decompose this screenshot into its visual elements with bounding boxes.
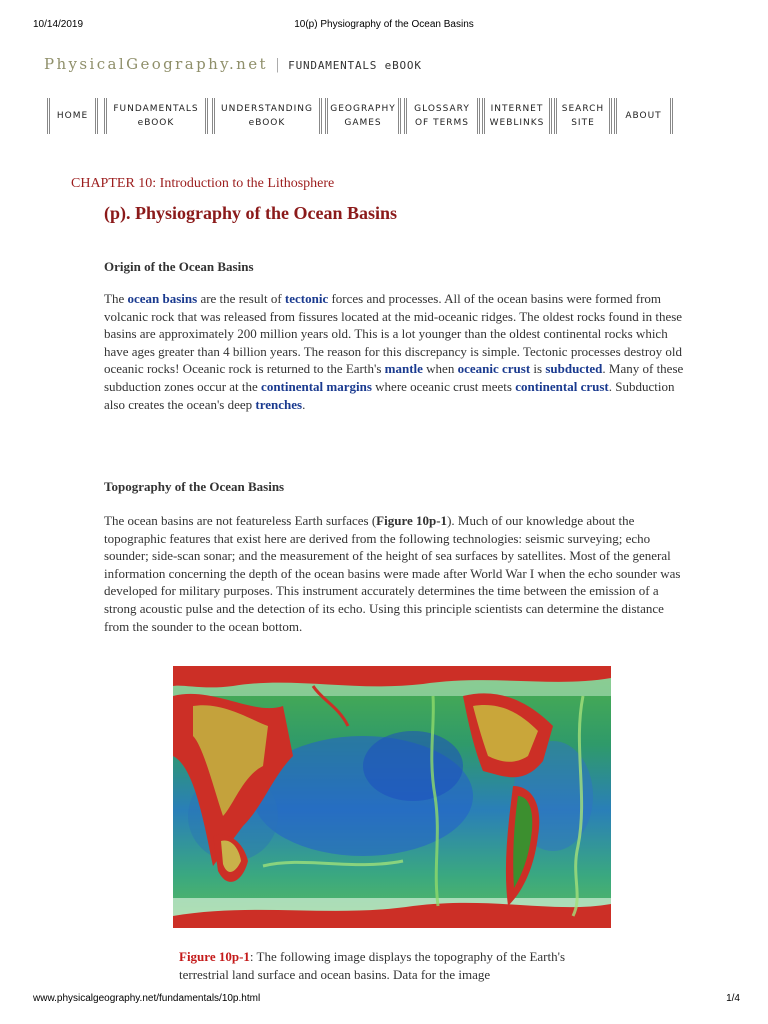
text: when (422, 361, 458, 377)
figure-caption (179, 948, 599, 984)
print-page-number: 1/4 (726, 993, 740, 1004)
figure-reference-link[interactable]: Figure 10p-1 (376, 513, 448, 528)
nav-internet-weblinks[interactable] (482, 98, 552, 134)
print-url: www.physicalgeography.net/fundamentals/10p.html (33, 993, 261, 1004)
nav-understanding-line2: eBOOK (248, 118, 286, 128)
figure-label: Figure 10p-1 (179, 949, 250, 964)
section-heading-topography: Topography of the Ocean Basins (104, 479, 285, 494)
nav-glossary[interactable] (404, 98, 480, 134)
nav-search-line2: SITE (571, 118, 595, 128)
nav-glossary-line1: GLOSSARY (414, 104, 470, 114)
main-nav (47, 98, 675, 134)
text: The (104, 291, 128, 306)
site-logo-link[interactable]: PhysicalGeography.net (44, 55, 268, 73)
nav-glossary-line2: OF TERMS (414, 118, 470, 128)
nav-fundamentals-line1: FUNDAMENTALS (113, 104, 199, 114)
link-tectonic[interactable]: tectonic (284, 291, 329, 306)
nav-glossary-label (414, 102, 470, 130)
nav-understanding-line1: UNDERSTANDING (221, 104, 313, 114)
nav-games-line1: GEOGRAPHY (330, 104, 396, 114)
nav-fundamentals-label (113, 102, 198, 130)
nav-fundamentals-ebook[interactable] (104, 98, 208, 134)
link-subducted[interactable]: subducted (545, 361, 603, 377)
topography-map (173, 666, 611, 928)
link-continental-margins[interactable]: continental margins (261, 378, 372, 394)
print-title: 10(p) Physiography of the Ocean Basins (294, 19, 474, 30)
ebook-label: FUNDAMENTALS eBOOK (288, 59, 422, 72)
print-date: 10/14/2019 (33, 19, 84, 30)
text: The ocean basins are not featureless Earth surfaces ( (104, 513, 377, 528)
nav-games-line2: GAMES (344, 118, 382, 128)
page-title: (p). Physiography of the Ocean Basins (104, 203, 398, 223)
nav-understanding-label (221, 102, 313, 130)
print-header (0, 0, 768, 30)
nav-games-label (330, 102, 395, 130)
nav-search-site[interactable] (554, 98, 612, 134)
link-mantle[interactable]: mantle (384, 361, 423, 377)
nav-home-label: HOME (56, 111, 89, 121)
text: where oceanic crust meets (371, 378, 516, 394)
nav-about-label: ABOUT (625, 111, 662, 121)
figure-caption-text: : The following image displays the topography of the Earth's terrestrial land surface and ocean basins. Data for the image (179, 949, 566, 982)
site-brand (44, 55, 422, 75)
text: is (530, 361, 546, 377)
nav-fundamentals-line2: eBOOK (137, 118, 175, 128)
nav-home[interactable] (47, 98, 98, 134)
brand-separator: | (275, 56, 280, 73)
nav-weblinks-line2: WEBLINKS (489, 118, 545, 128)
ocean-topography-map-image (173, 666, 611, 928)
paragraph-origin (104, 290, 684, 413)
nav-weblinks-label (490, 102, 545, 130)
link-oceanic-crust[interactable]: oceanic crust (457, 361, 531, 377)
text: . Many of these subduction zones occur at the (104, 361, 684, 394)
text: . Subduction also creates the ocean's deep (104, 378, 675, 412)
text: forces and processes. All of the ocean basins were formed from volcanic rock that was released from fissures located at the mid-oceanic ridges. The oldest rocks found in these basins are approximately 200 million years old. This is a lot younger than the oldest continental rocks which have ages greater than 4 billion years. The reason for this discrepancy is simple. Tectonic processes destroy old oceanic rocks! Oceanic rock is returned to the Earth's (104, 291, 683, 377)
section-heading-origin: Origin of the Ocean Basins (104, 259, 254, 274)
paragraph-topography (104, 512, 684, 635)
text: . (302, 396, 306, 412)
nav-weblinks-line1: INTERNET (490, 104, 544, 114)
nav-search-line1: SEARCH (561, 104, 605, 114)
text: ). Much of our knowledge about the topographic features that exist here are derived from the following technologies: seismic surveying; echo sounder; side-scan sonar; and the measurement of the height of sea surfaces by satellites. Most of the general information concerning the depth of the ocean basins were made after World War I when the echo sounder was developed for military purposes. This instrument accurately determines the time between the emission of a strong acoustic pulse and the detection of its echo. Using this principle scientists can determine the distance from the sounder to the ocean bottom. (104, 513, 681, 634)
chapter-link[interactable]: CHAPTER 10: Introduction to the Lithosphere (71, 176, 335, 191)
nav-search-label (562, 102, 604, 130)
text: are the result of (197, 291, 285, 306)
nav-geography-games[interactable] (325, 98, 401, 134)
link-continental-crust[interactable]: continental crust (515, 378, 609, 394)
nav-about[interactable] (614, 98, 673, 134)
link-trenches[interactable]: trenches (255, 396, 303, 412)
link-ocean-basins[interactable]: ocean basins (127, 291, 198, 306)
nav-understanding-ebook[interactable] (212, 98, 322, 134)
